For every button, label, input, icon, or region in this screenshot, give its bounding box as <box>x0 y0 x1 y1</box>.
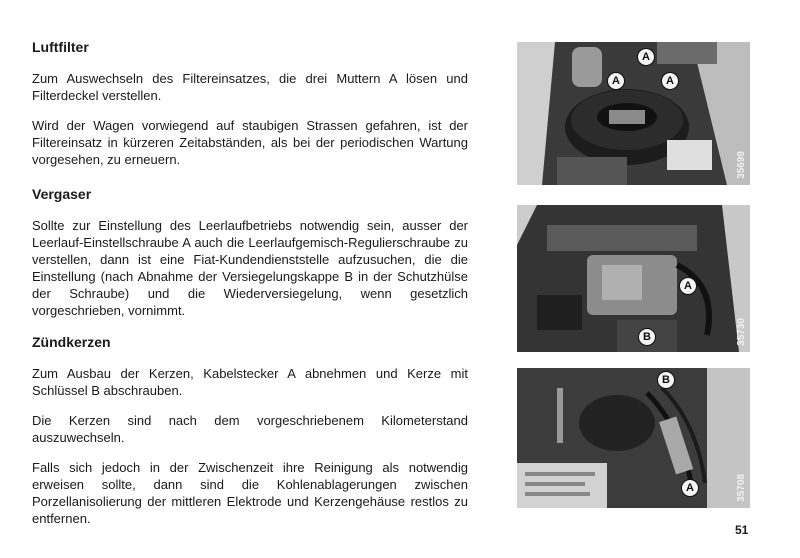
callout-label: A <box>681 479 699 497</box>
paragraph: Zum Auswechseln des Filtereinsatzes, die drei Muttern A lösen und Filterdeckel verstellen. <box>32 71 468 103</box>
photo-carburetor <box>517 205 750 352</box>
photo-reference-number: 35708 <box>736 474 747 502</box>
paragraph: Falls sich jedoch in der Zwischenzeit ihre Reinigung als notwendig erweisen sollte, dann sind die Kohlenablagerungen zwischen Porzellanisolierung der mittleren Elektrode und Kerzengehäuse restlos zu entfernen. <box>32 460 468 526</box>
section-heading: Vergaser <box>32 186 92 202</box>
section-luftfilter <box>32 38 468 168</box>
section-vergaser <box>32 185 468 319</box>
callout-label: B <box>657 371 675 389</box>
photo-air-filter <box>517 42 750 185</box>
paragraph: Zum Ausbau der Kerzen, Kabelstecker A abnehmen und Kerze mit Schlüssel B abschrauben. <box>32 366 468 398</box>
photo-reference-number: 35730 <box>736 318 747 346</box>
section-heading: Zündkerzen <box>32 334 111 350</box>
photo-reference-number: 35699 <box>736 151 747 179</box>
paragraph: Die Kerzen sind nach dem vorgeschriebenem Kilometerstand auszuwechseln. <box>32 413 468 445</box>
callout-label: A <box>607 72 625 90</box>
photo-spark-plugs <box>517 368 750 508</box>
section-zuendkerzen <box>32 333 468 527</box>
engine-photo-illustration <box>517 368 750 508</box>
page-number: 51 <box>735 523 749 537</box>
callout-label: A <box>661 72 679 90</box>
paragraph: Sollte zur Einstellung des Leerlaufbetriebs notwendig sein, ausser der Leerlauf-Einstellschraube A auch die Leerlaufgemisch-Regulierschraube zu verstellen, dann ist eine Fiat-Kundendienststelle aufzusuchen, die die Einstellung (nach Abnahme der Versiegelungskappe B in der Schutzhülse der Schraube) und die Wiederversiegelung, wenn gesetzlich vorgeschrieben, vornimmt. <box>32 218 468 318</box>
callout-label: A <box>637 48 655 66</box>
paragraph: Wird der Wagen vorwiegend auf staubigen Strassen gefahren, ist der Filtereinsatz in kürzeren Zeitabständen, als bei der periodischen Wartung vorgesehen, zu erneuern. <box>32 118 468 167</box>
engine-photo-illustration <box>517 205 750 352</box>
callout-label: B <box>638 328 656 346</box>
engine-photo-illustration <box>517 42 750 185</box>
callout-label: A <box>679 277 697 295</box>
section-heading: Luftfilter <box>32 39 89 55</box>
